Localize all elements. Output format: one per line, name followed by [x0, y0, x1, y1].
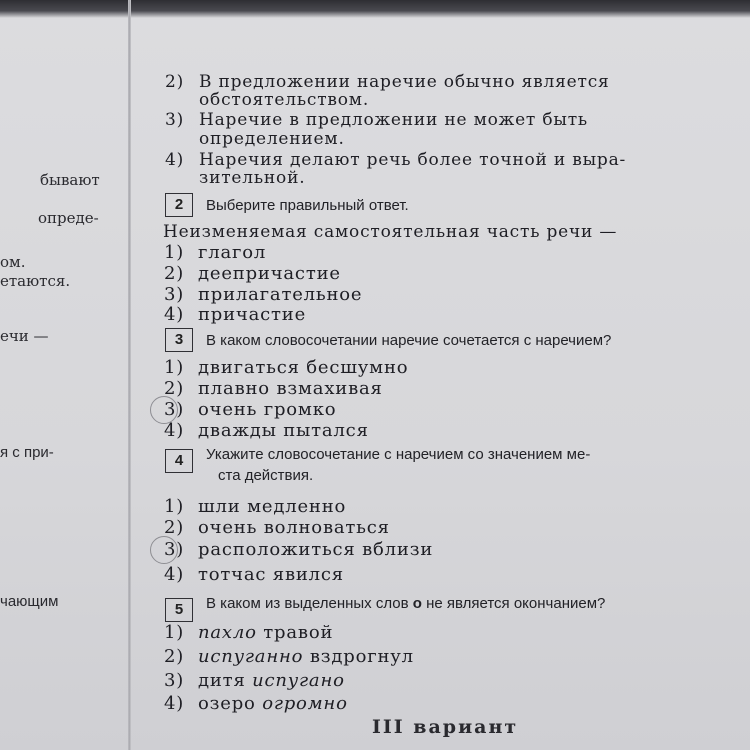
- q4-option-3: 3) расположиться вблизи: [164, 539, 434, 560]
- left-text-line: етаются.: [0, 272, 71, 290]
- q3-option-1: 1) двигаться бесшумно: [164, 357, 409, 378]
- q4-number-box: 4: [165, 449, 193, 473]
- q1-option-2-line1: 2) В предложении наречие обычно является: [165, 72, 610, 92]
- q5-option-1: 1) пахло травой: [164, 622, 334, 643]
- left-page-fragment: [0, 0, 128, 750]
- q1-option-3-line2: определением.: [199, 129, 345, 149]
- q2-option-3: 3) прилагательное: [164, 284, 363, 305]
- q5-number-box: 5: [165, 598, 193, 622]
- left-text-line: чающим: [0, 593, 59, 610]
- q5-option-2: 2) испуганно вздрогнул: [164, 646, 414, 667]
- left-text-line: ечи —: [0, 327, 49, 345]
- q1-option-4-line1: 4) Наречия делают речь более точной и выра-: [165, 150, 627, 170]
- q5-option-3: 3) дитя испугано: [164, 670, 345, 691]
- q3-instruction: В каком словосочетании наречие сочетается с наречием?: [206, 332, 612, 349]
- q2-stem: Неизменяемая самостоятельная часть речи —: [163, 222, 618, 242]
- q3-option-2: 2) плавно взмахивая: [164, 378, 383, 399]
- page-fold: [128, 0, 131, 750]
- q2-option-1: 1) глагол: [164, 242, 267, 263]
- q4-option-4: 4) тотчас явился: [164, 564, 344, 585]
- q1-option-4-line2: зительной.: [199, 168, 306, 188]
- left-text-line: ом.: [0, 253, 26, 271]
- section-title: III вариант: [372, 716, 519, 738]
- q4-option-2: 2) очень волноваться: [164, 517, 390, 538]
- q3-option-3: 3) очень громко: [164, 399, 337, 420]
- q3-option-4: 4) дважды пытался: [164, 420, 369, 441]
- q3-number-box: 3: [165, 328, 193, 352]
- q5-instruction: В каком из выделенных слов о не является окончанием?: [206, 595, 606, 612]
- left-text-line: бывают: [40, 171, 100, 189]
- q1-option-2-line2: обстоятельством.: [199, 90, 370, 110]
- q4-instruction-line1: Укажите словосочетание с наречием со значением ме-: [206, 446, 591, 463]
- q2-option-4: 4) причастие: [164, 304, 307, 325]
- left-text-line: опреде-: [38, 209, 99, 227]
- left-text-line: я с при-: [0, 444, 54, 461]
- q4-option-1: 1) шли медленно: [164, 496, 347, 517]
- q2-option-2: 2) деепричастие: [164, 263, 341, 284]
- q1-option-3-line1: 3) Наречие в предложении не может быть: [165, 110, 588, 130]
- q2-number-box: 2: [165, 193, 193, 217]
- q5-option-4: 4) озеро огромно: [164, 693, 348, 714]
- q2-instruction: Выберите правильный ответ.: [206, 197, 409, 214]
- q4-instruction-line2: ста действия.: [218, 467, 314, 484]
